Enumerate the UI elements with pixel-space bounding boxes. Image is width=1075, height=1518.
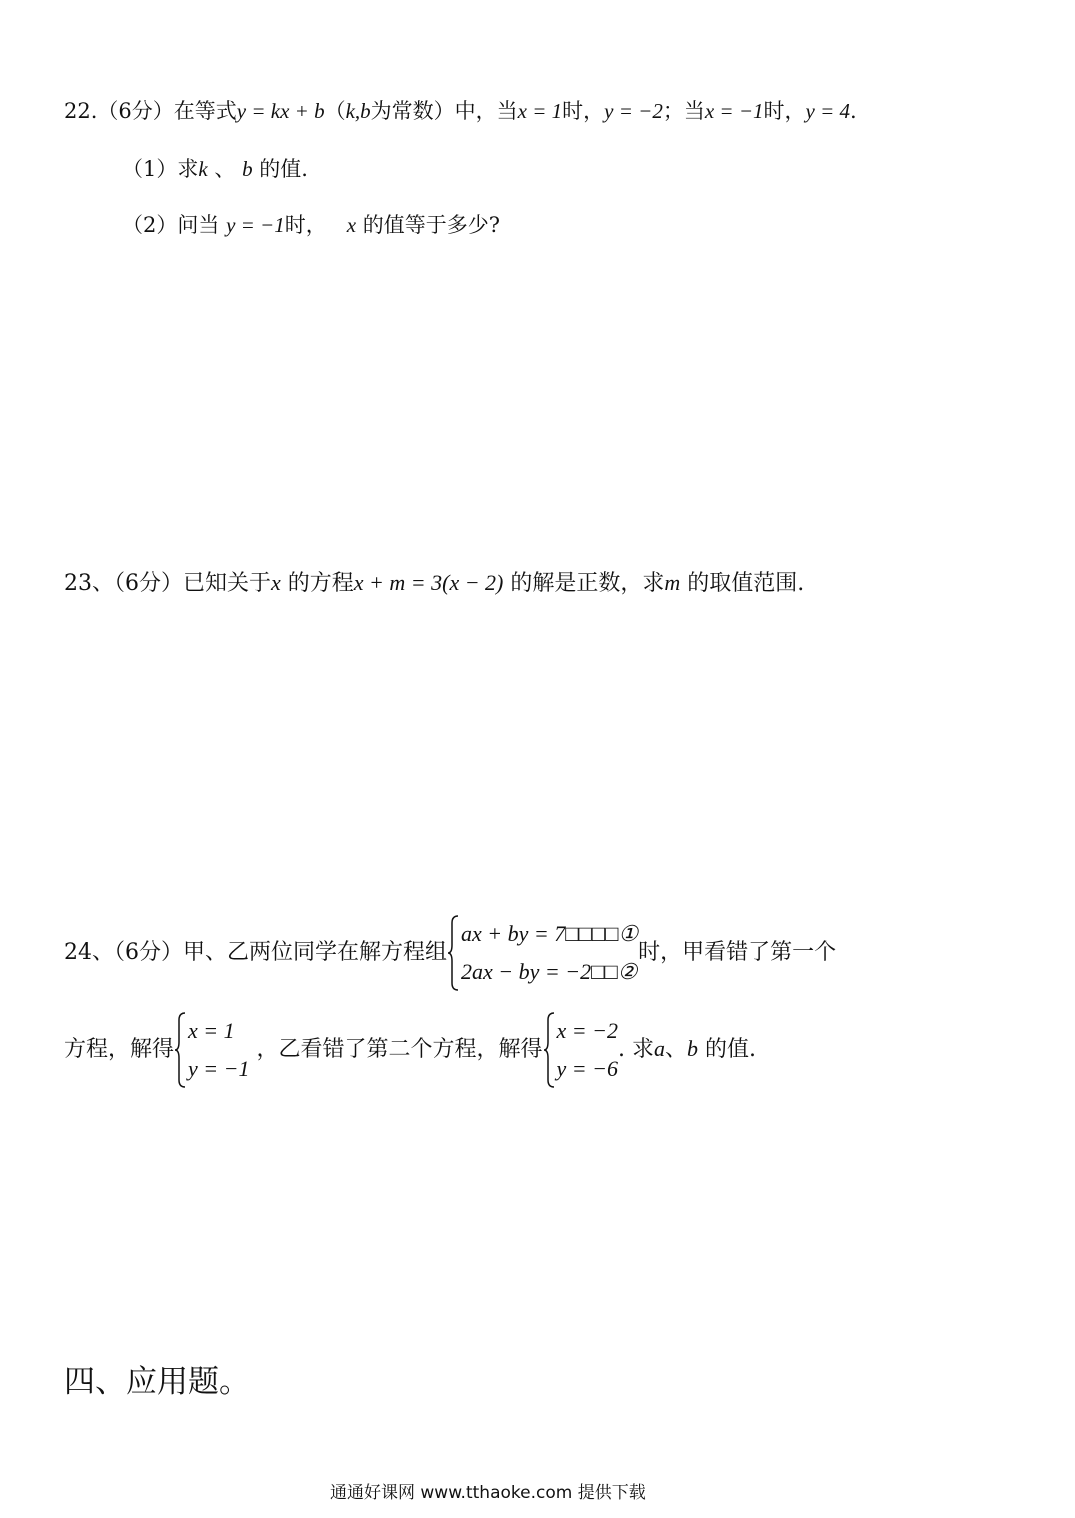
q24-b: b <box>686 1036 698 1061</box>
q22-paren: （ <box>324 99 346 123</box>
q24-sol1-y: y = −1 <box>188 1056 250 1081</box>
q24-post1: 时，甲看错了第一个 <box>638 940 837 965</box>
q23-line <box>64 566 804 597</box>
q22-part1-b: b <box>242 157 253 181</box>
q24-line2-pre: 方程，解得 <box>64 1037 175 1062</box>
q22-const-text: 为常数）中，当 <box>370 99 518 123</box>
page-footer: 通通好课网 www.tthaoke.com 提供下载 <box>330 1483 646 1503</box>
q22-part1 <box>122 153 308 183</box>
q23-x: x <box>271 570 281 595</box>
q24-sol2-x: x = −2 <box>556 1018 618 1043</box>
q24-sol1-x: x = 1 <box>188 1018 235 1043</box>
q22-part1-post: 的值. <box>259 157 308 181</box>
q24-solution1-brace-icon <box>174 1012 186 1088</box>
q24-lead: 24、（6分）甲、乙两位同学在解方程组 <box>64 940 447 965</box>
q24-line1 <box>64 915 836 991</box>
q24-eq2: 2ax − by = −2□□② <box>461 959 638 984</box>
section-heading: 四、应用题。 <box>64 1364 250 1400</box>
q22-part1-sep: 、 <box>214 157 236 181</box>
q22-val1: y = −2 <box>604 99 663 123</box>
q24-solution1 <box>174 1012 249 1088</box>
q22-kb: k,b <box>345 99 371 123</box>
q23-post: 的解是正数，求 <box>510 571 665 596</box>
q22-part2-x: x <box>346 213 357 237</box>
q24-line2-post: . 求 <box>617 1037 654 1062</box>
q22-part2-mid: 时， <box>284 213 327 237</box>
q22-part2 <box>122 209 500 239</box>
q22-val2: y = 4 <box>805 99 850 123</box>
q24-solution2 <box>543 1012 618 1088</box>
q22-part2-pre: （2）问当 <box>122 213 220 237</box>
q24-sep: 、 <box>664 1037 687 1062</box>
q24-end: 的值. <box>704 1037 756 1062</box>
q24-system-brace-icon <box>447 915 459 991</box>
q23-lead: 23、（6分）已知关于 <box>64 571 271 596</box>
q23-mid: 的方程 <box>287 571 354 596</box>
q22-part2-y: y = −1 <box>226 213 285 237</box>
q24-a: a <box>653 1036 665 1061</box>
q22-part1-pre: （1）求 <box>122 157 199 181</box>
q22-shi2: 时， <box>763 99 806 123</box>
q24-line2 <box>64 1012 756 1088</box>
q22-expression: y = kx + b <box>236 99 325 123</box>
q22-part2-post: 的值等于多少? <box>362 213 501 237</box>
q22-part1-k: k <box>198 157 208 181</box>
q24-line2-mid: ，乙看错了第二个方程，解得 <box>256 1037 543 1062</box>
q22-cond1: x = 1 <box>517 99 563 123</box>
q22-line1 <box>64 95 857 125</box>
q24-eq1: ax + by = 7□□□□① <box>461 921 639 946</box>
q22-cond2: x = −1 <box>704 99 764 123</box>
q22-shi1: 时， <box>562 99 605 123</box>
q23-m: m <box>664 570 681 595</box>
q24-equation-system <box>447 915 638 991</box>
q23-end: 的取值范围. <box>687 571 805 596</box>
q22-semi: ；当 <box>662 99 705 123</box>
q24-solution2-brace-icon <box>543 1012 555 1088</box>
q22-lead: 22.（6分）在等式 <box>64 99 237 123</box>
q24-sol2-y: y = −6 <box>556 1056 618 1081</box>
q22-end: . <box>850 99 857 123</box>
q23-equation: x + m = 3(x − 2) <box>353 570 504 595</box>
